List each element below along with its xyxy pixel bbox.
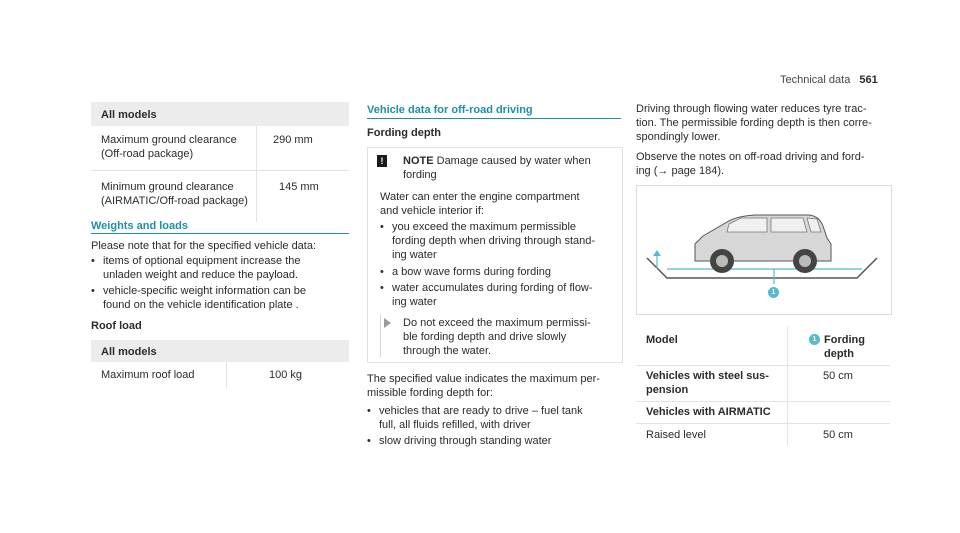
weights-bullet: • vehicle-specific weight information can be found on the vehicle identification plate . [103,284,306,312]
fording-title: Fording depth [367,127,441,139]
note-heading: NOTE Damage caused by water when fording [403,155,591,181]
row-value: 145 mm [279,181,319,193]
callout-badge: 1 [768,287,779,298]
play-arrow-icon [384,318,391,328]
clearance-table [91,126,349,222]
col-header-fording-depth: Fording depth [824,334,865,360]
table-row [636,365,890,402]
row-value: 50 cm [823,429,853,441]
page-number: 561 [859,74,878,86]
note-bullet: • you exceed the maximum permissible fording depth when driving through stand- ing water [392,220,595,262]
spec-bullet: • vehicles that are ready to drive – fuel tank full, all fluids refilled, with driver [379,404,583,432]
section-name: Technical data [780,74,851,86]
note-bullet: • water accumulates during fording of flow- ing water [392,281,593,309]
row-label: Raised level [646,429,706,441]
note-body: Water can enter the engine compartment and vehicle interior if: [380,191,580,217]
table-row [636,401,890,424]
row-value: 100 kg [269,369,303,381]
row-label: Minimum ground clearance (AIRMATIC/Off-road package) [101,181,248,207]
row-label: Maximum roof load [101,369,195,381]
offroad-title: Vehicle data for off-road driving [367,104,533,116]
row-label: Vehicles with steel sus- pension [646,370,769,396]
weights-bullet: • items of optional equipment increase the unladen weight and reduce the payload. [103,254,301,282]
row-value: 50 cm [823,370,853,382]
row-label: Maximum ground clearance (Off-road package) [101,134,237,160]
fording-para-2: Observe the notes on off-road driving and ford- ing (→ page 184). [636,151,865,177]
weights-rule [91,233,349,234]
note-action-divider [380,314,381,357]
roof-table-row [91,362,349,388]
table-row [91,126,349,171]
fording-para-1: Driving through flowing water reduces tyre trac- tion. The permissible fording depth is then corre- spondingly lower. [636,103,872,143]
spec-intro: The specified value indicates the maximum per- missible fording depth for: [367,373,600,399]
fording-figure [636,185,892,315]
roof-table-header: All models [91,340,349,362]
weights-title: Weights and loads [91,220,188,232]
row-value: 290 mm [273,134,313,146]
note-action: Do not exceed the maximum permissi- ble fording depth and drive slowly through the water. [403,317,591,357]
table-row [91,170,349,222]
col-header-model: Model [646,334,678,346]
row-label: Vehicles with AIRMATIC [646,406,771,418]
suv-fording-illustration [637,186,891,314]
clearance-table-header: All models [91,102,349,126]
callout-badge: 1 [809,334,820,345]
roof-load-title: Roof load [91,320,142,332]
table-row [636,423,890,445]
weights-intro: Please note that for the specified vehicle data: [91,240,317,252]
note-box [367,147,623,363]
spec-bullet: • slow driving through standing water [379,434,551,448]
running-header [780,73,930,87]
offroad-rule [367,118,621,119]
warning-icon: ! [377,155,387,167]
table-header-row [636,327,890,366]
note-bullet: • a bow wave forms during fording [392,265,551,279]
